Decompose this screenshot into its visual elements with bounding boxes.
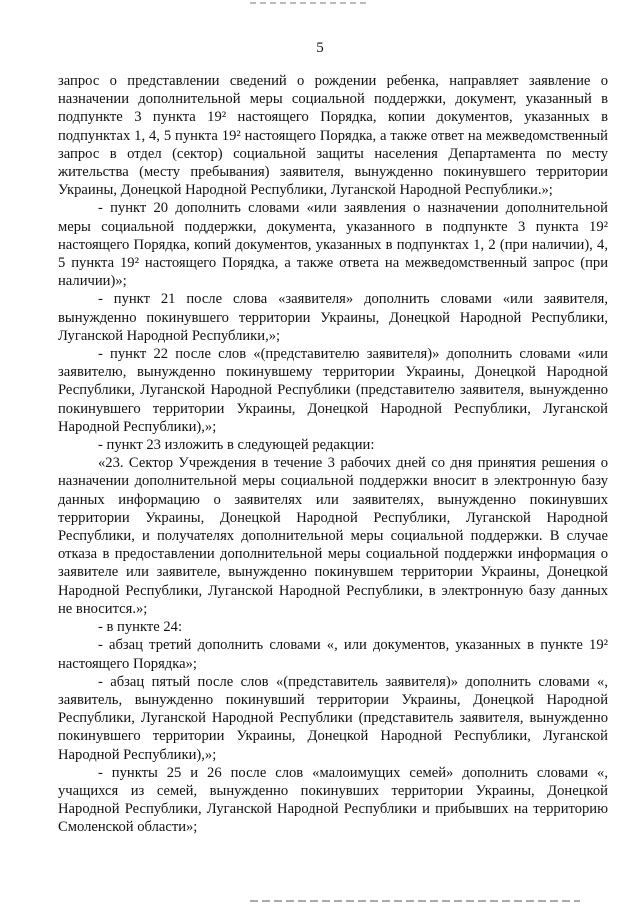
- paragraph: - пункт 23 изложить в следующей редакции:: [98, 437, 375, 454]
- paragraph: запрос о представлении сведений о рождении ребенка, направляет заявление о назначении дополнительной меры социальной поддержки, документ, указанный в подпункте 3 пункта 19² настоящего Порядка, копии документов, указанных в подпунктах 1, 4, 5 пункта 19² настоящего Порядка, а также ответ на межведомственный запрос в отдел (сектор) социальной защиты населения Департамента по месту жительства (месту пребывания) заявителя, вынужденно покинувшего территории Украины, Донецкой Народной Республики, Луганской Народной Республики.»;: [58, 73, 608, 199]
- scan-artifact-top: [250, 2, 370, 4]
- paragraph: - абзац третий дополнить словами «, или документов, указанных в пункте 19² настоящего Порядка»;: [58, 637, 608, 672]
- paragraph: - пункты 25 и 26 после слов «малоимущих семей» дополнить словами «, учащихся из семей, вынужденно покинувших территории Украины, Донецкой Народной Республики, Луганской Народной Республики и прибывших на территорию Смоленской области»;: [58, 764, 608, 836]
- document-body: [58, 72, 608, 837]
- paragraph: - пункт 22 после слов «(представителю заявителя)» дополнить словами «или заявителю, вынужденно покинувшему территории Украины, Донецкой Народной Республики, Луганской Народной Республики (представителю заявителя, вынужденно покинувшего территории Украины, Донецкой Народной Республики, Луганской Народной Республики),»;: [58, 346, 608, 435]
- page-number: 5: [316, 40, 324, 56]
- paragraph: «23. Сектор Учреждения в течение 3 рабочих дней со дня принятия решения о назначении дополнительной меры социальной поддержки вносит в электронную базу данных информацию о заявителях или заявителях, вынужденно покинувших территории Украины, Донецкой Народной Республики, Луганской Народной Республики, и получателях дополнительной меры социальной поддержки. В случае отказа в предоставлении дополнительной меры социальной поддержки информация о заявителе или заявителе, вынужденно покинувшем территории Украины, Донецкой Народной Республики, Луганской Народной Республики, в электронную базу данных не вносится.»;: [58, 455, 608, 617]
- paragraph: - пункт 20 дополнить словами «или заявления о назначении дополнительной меры социальной поддержки, документа, указанного в подпункте 3 пункта 19² настоящего Порядка, копий документов, указанных в подпунктах 1, 2 (при наличии), 4, 5 пункта 19² настоящего Порядка, а также ответа на межведомственный запрос (при наличии)»;: [58, 200, 608, 290]
- paragraph: - абзац пятый после слов «(представитель заявителя)» дополнить словами «, заявитель, вынужденно покинувший территории Украины, Донецкой Народной Республики, Луганской Народной Республики (представитель заявителя, вынужденно покинувшего территории Украины, Донецкой Народной Республики, Луганской Народной Республики),»;: [58, 673, 608, 763]
- paragraph: - пункт 21 после слова «заявителя» дополнить словами «или заявителя, вынужденно покинувшего территории Украины, Донецкой Народной Республики, Луганской Народной Республики,»;: [58, 291, 608, 344]
- scan-artifact-bottom: [250, 900, 580, 902]
- paragraph: - в пункте 24:: [98, 619, 183, 636]
